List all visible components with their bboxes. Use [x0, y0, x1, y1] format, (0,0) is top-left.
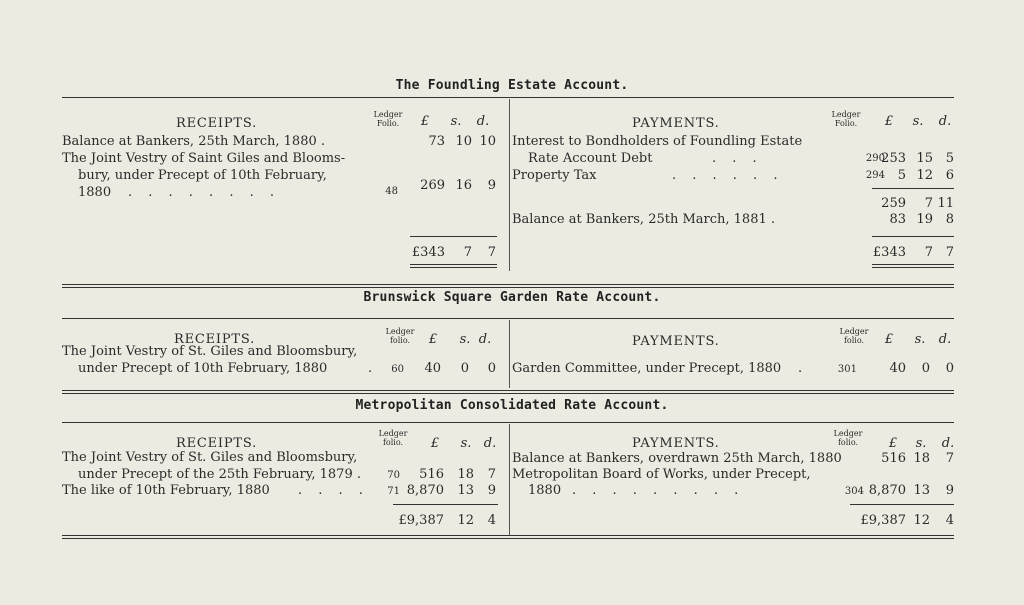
brunswick-receipt-1-pence: 0: [487, 361, 496, 376]
foundling-payment-2-text: Property Tax: [512, 168, 597, 183]
foundling-payment-1-line-1: Interest to Bondholders of Foundling Estate: [512, 134, 803, 149]
foundling-payments-total-pounds: £343: [872, 245, 906, 260]
metro-receipts-pounds-heading: £: [430, 436, 440, 451]
foundling-payments-total-double-rule: [872, 264, 954, 268]
foundling-receipt-1-pounds: 73: [428, 134, 445, 149]
metro-payment-1-pounds: 516: [881, 451, 906, 466]
metro-payment-1-shillings: 18: [913, 451, 930, 466]
metro-payments-pence-heading: d.: [941, 436, 955, 451]
metro-receipts-pence-heading: d.: [483, 436, 497, 451]
metro-receipt-2-folio: 71: [387, 486, 400, 497]
foundling-receipt-2-pence: 9: [487, 178, 496, 193]
foundling-payment-2-shillings: 12: [916, 168, 933, 183]
foundling-receipts-shillings-heading: s.: [450, 114, 462, 129]
metro-receipts-total-shillings: 12: [457, 513, 474, 528]
brunswick-title: Brunswick Square Garden Rate Account.: [363, 290, 661, 305]
metro-receipts-total-rule: [393, 504, 498, 505]
metro-receipt-2-shillings: 13: [457, 483, 474, 498]
foundling-payment-2-folio: 294: [865, 170, 885, 181]
foundling-receipt-2-line-3: 1880: [78, 185, 112, 200]
metro-payment-2-shillings: 13: [913, 483, 930, 498]
metro-payment-2-leaders: . . . . . . . . .: [572, 483, 745, 498]
metro-divider: [509, 424, 510, 536]
brunswick-receipt-1-line-2: under Precept of 10th February, 1880: [78, 361, 328, 376]
metro-receipt-1-line-1: The Joint Vestry of St. Giles and Bloomsbury,: [62, 450, 358, 465]
foundling-receipt-1-shillings: 10: [455, 134, 472, 149]
foundling-receipt-2-pounds: 269: [420, 178, 445, 193]
foundling-payments-ledger-heading: Ledger Folio.: [831, 110, 861, 128]
foundling-receipt-1-text: Balance at Bankers, 25th March, 1880 .: [62, 134, 326, 149]
foundling-title: The Foundling Estate Account.: [395, 78, 629, 93]
metro-payment-2-line-2: 1880: [528, 483, 562, 498]
brunswick-receipt-1-shillings: 0: [460, 361, 469, 376]
foundling-payment-2-leaders: . . . . . .: [672, 168, 784, 183]
metro-payments-total-pence: 4: [945, 513, 954, 528]
foundling-receipts-ledger-heading: Ledger Folio.: [373, 110, 403, 128]
metro-payments-ledger-heading: Ledger folio.: [833, 429, 863, 447]
foundling-payment-3-pence: 8: [945, 212, 954, 227]
brunswick-receipts-ledger-heading: Ledger folio.: [385, 327, 415, 345]
foundling-payment-3-shillings: 19: [916, 212, 933, 227]
brunswick-receipts-pence-heading: d.: [478, 332, 492, 347]
metro-receipt-2-pounds: 8,870: [406, 483, 444, 498]
metro-payment-1-text: Balance at Bankers, overdrawn 25th March, 1880: [512, 451, 842, 466]
foundling-receipts-total-pounds: £343: [411, 245, 445, 260]
foundling-payment-2-pence: 6: [945, 168, 954, 183]
metro-bottom-double-rule: [62, 535, 954, 539]
brunswick-payment-1-pence: 0: [945, 361, 954, 376]
metro-payments-heading: PAYMENTS.: [632, 436, 720, 451]
foundling-receipt-2-shillings: 16: [455, 178, 472, 193]
foundling-payment-1-leaders: . . .: [712, 151, 763, 166]
metro-receipts-total-pounds: £9,387: [398, 513, 444, 528]
metro-top-rule: [62, 422, 954, 423]
brunswick-payments-pounds-heading: £: [884, 332, 894, 347]
brunswick-receipt-1-dot: .: [368, 361, 373, 376]
foundling-receipts-total-double-rule: [410, 264, 497, 268]
foundling-receipts-total-rule: [410, 236, 497, 237]
metro-payments-total-rule: [850, 504, 954, 505]
metro-payment-2-line-1: Metropolitan Board of Works, under Precept,: [512, 467, 811, 482]
foundling-receipts-total-shillings: 7: [463, 245, 472, 260]
foundling-payments-subtotal-shillings: 7: [924, 196, 933, 211]
foundling-top-rule: [62, 97, 954, 98]
metro-receipt-1-pounds: 516: [419, 467, 444, 482]
foundling-payments-shillings-heading: s.: [912, 114, 924, 129]
metro-receipt-2-leaders: . . . .: [298, 483, 369, 498]
brunswick-payments-shillings-heading: s.: [914, 332, 926, 347]
brunswick-payment-1-pounds: 40: [889, 361, 906, 376]
metro-receipt-1-line-2: under Precept of the 25th February, 1879 .: [78, 467, 361, 482]
foundling-payment-1-folio: 290: [865, 153, 885, 164]
foundling-receipt-2-line-1: The Joint Vestry of Saint Giles and Blooms-: [62, 151, 346, 166]
metro-receipt-2-pence: 9: [487, 483, 496, 498]
metro-receipts-ledger-heading: Ledger folio.: [378, 429, 408, 447]
foundling-receipts-pence-heading: d.: [476, 114, 490, 129]
metro-payment-1-pence: 7: [945, 451, 954, 466]
brunswick-divider: [509, 320, 510, 388]
foundling-receipt-1-pence: 10: [479, 134, 496, 149]
brunswick-receipt-1-folio: 60: [391, 364, 404, 375]
foundling-payment-3-pounds: 83: [889, 212, 906, 227]
foundling-payment-3-text: Balance at Bankers, 25th March, 1881 .: [512, 212, 776, 227]
foundling-payments-pounds-heading: £: [884, 114, 894, 129]
metro-receipt-1-pence: 7: [487, 467, 496, 482]
foundling-payment-1-line-2: Rate Account Debt: [528, 151, 653, 166]
metro-payment-2-folio: 304: [844, 486, 864, 497]
foundling-receipts-heading: RECEIPTS.: [176, 116, 258, 131]
brunswick-payments-pence-heading: d.: [938, 332, 952, 347]
brunswick-payment-1-dot: .: [798, 361, 803, 376]
brunswick-payment-1-folio: 301: [837, 364, 857, 375]
brunswick-payments-heading: PAYMENTS.: [632, 334, 720, 349]
foundling-payments-pence-heading: d.: [938, 114, 952, 129]
metro-receipts-total-pence: 4: [487, 513, 496, 528]
brunswick-payments-ledger-heading: Ledger folio.: [839, 327, 869, 345]
foundling-payments-subtotal-rule: [872, 188, 954, 189]
foundling-payment-2-pounds: 5: [897, 168, 906, 183]
metro-payment-2-pence: 9: [945, 483, 954, 498]
metro-payment-2-pounds: 8,870: [868, 483, 906, 498]
metro-receipts-heading: RECEIPTS.: [176, 436, 258, 451]
foundling-receipts-total-pence: 7: [487, 245, 496, 260]
metro-payments-pounds-heading: £: [888, 436, 898, 451]
metro-title: Metropolitan Consolidated Rate Account.: [355, 398, 669, 413]
foundling-receipt-2-line-2: bury, under Precept of 10th February,: [78, 168, 327, 183]
brunswick-bottom-double-rule: [62, 390, 954, 394]
brunswick-receipts-heading: RECEIPTS.: [174, 332, 256, 347]
foundling-receipt-2-leaders: . . . . . . . .: [128, 185, 280, 200]
metro-receipt-1-folio: 70: [387, 470, 400, 481]
foundling-payment-1-shillings: 15: [916, 151, 933, 166]
foundling-payments-subtotal-pounds: 259: [881, 196, 906, 211]
foundling-receipt-2-folio: 48: [385, 186, 398, 197]
foundling-bottom-double-rule: [62, 284, 954, 288]
brunswick-receipt-1-pounds: 40: [424, 361, 441, 376]
foundling-payments-total-shillings: 7: [924, 245, 933, 260]
foundling-divider: [509, 99, 510, 271]
foundling-payment-1-pence: 5: [945, 151, 954, 166]
metro-payments-total-pounds: £9,387: [860, 513, 906, 528]
metro-payments-shillings-heading: s.: [915, 436, 927, 451]
foundling-payments-heading: PAYMENTS.: [632, 116, 720, 131]
metro-payments-total-shillings: 12: [913, 513, 930, 528]
brunswick-payment-1-text: Garden Committee, under Precept, 1880: [512, 361, 782, 376]
brunswick-top-rule: [62, 318, 954, 319]
metro-receipt-1-shillings: 18: [457, 467, 474, 482]
brunswick-payment-1-shillings: 0: [921, 361, 930, 376]
brunswick-receipts-shillings-heading: s.: [459, 332, 471, 347]
metro-receipt-2-text: The like of 10th February, 1880: [62, 483, 270, 498]
metro-receipts-shillings-heading: s.: [460, 436, 472, 451]
foundling-receipts-pounds-heading: £: [420, 114, 430, 129]
brunswick-receipt-1-line-1: The Joint Vestry of St. Giles and Bloomsbury,: [62, 344, 358, 359]
foundling-payments-total-rule: [872, 236, 954, 237]
foundling-payments-total-pence: 7: [945, 245, 954, 260]
foundling-payment-1-pounds: 253: [881, 151, 906, 166]
brunswick-receipts-pounds-heading: £: [428, 332, 438, 347]
foundling-payments-subtotal-pence: 11: [937, 196, 954, 211]
